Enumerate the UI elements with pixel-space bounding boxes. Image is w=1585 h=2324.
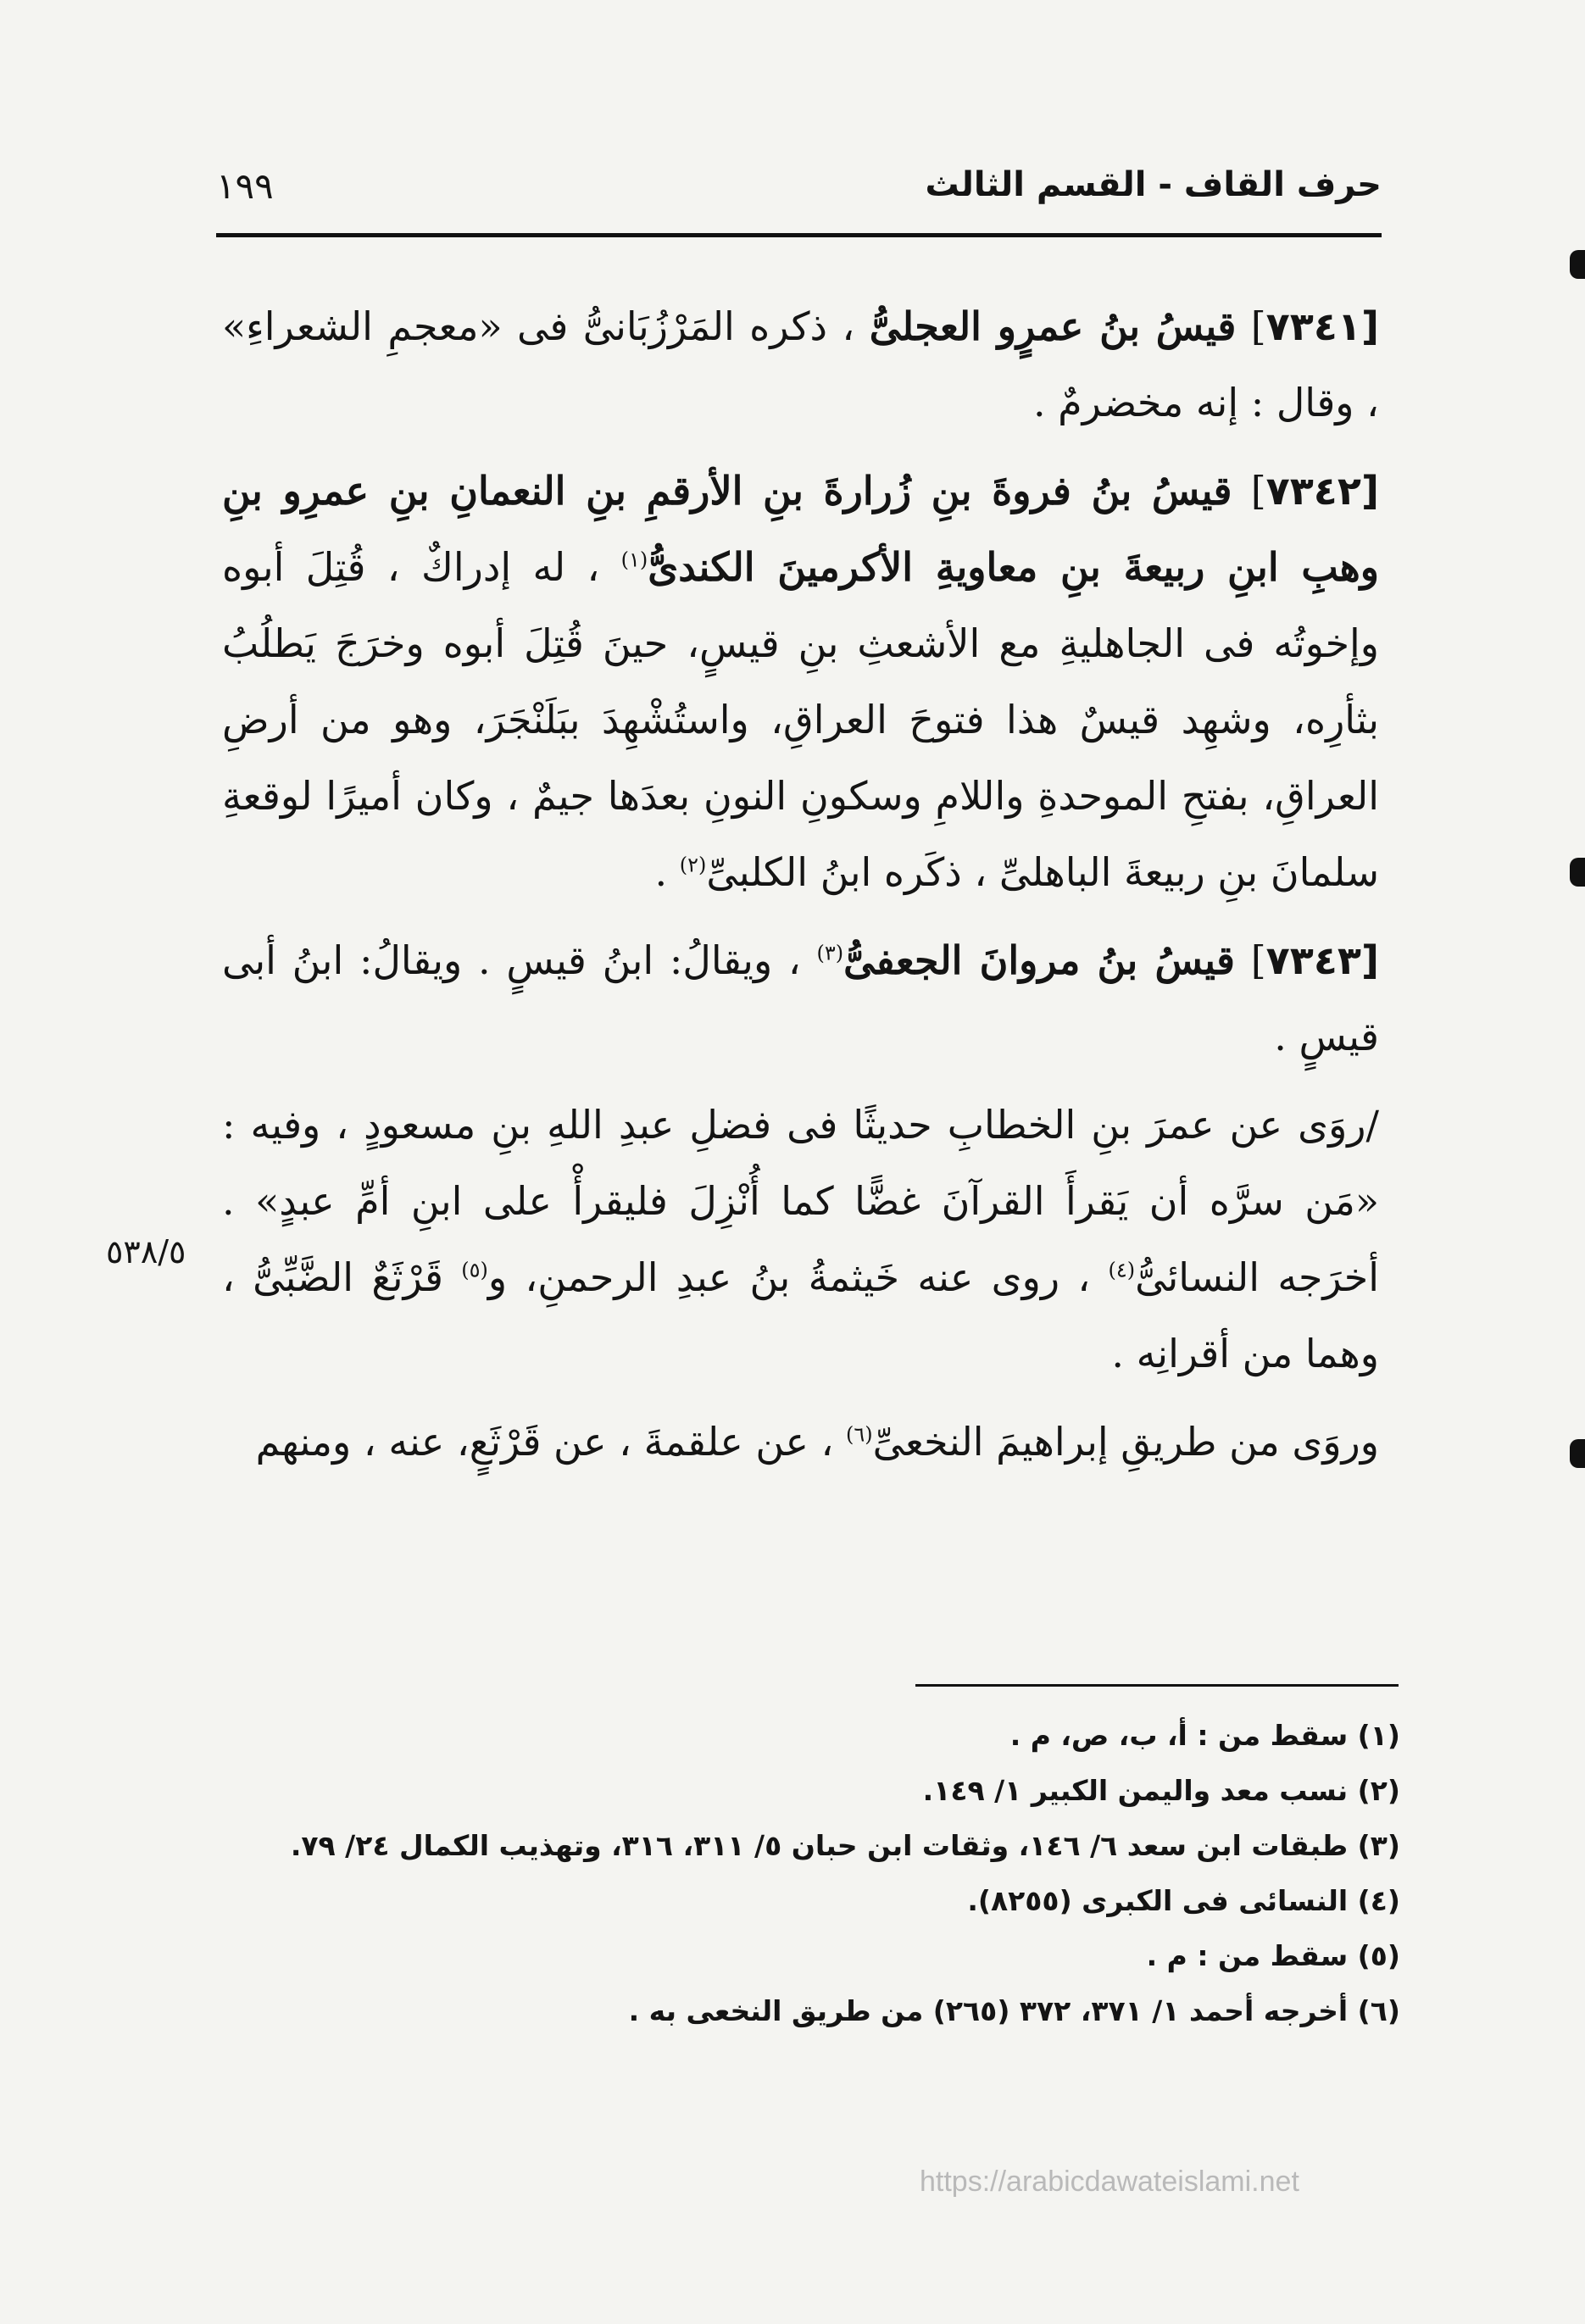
entry-text: ، له إدراكٌ ، قُتِلَ أبوه وإخوتُه فى الجاهليةِ مع الأشعثِ بنِ قيسٍ، حينَ قُتِلَ أبوه وخرَجَ يَطلُبُ بثأرِه، وشهِد قيسٌ هذا فتوحَ العراقِ، واستُشْهِدَ ببَلَنْجَرَ، وهو من أرضِ العراقِ، بفتحِ الموحدةِ واللامِ وسكونِ النونِ بعدَها جيمٌ ، وكان أميرًا لوقعةِ سلمانَ بنِ ربيعةَ الباهلىِّ ، ذكَره ابنُ الكلبىِّ <box>222 544 1379 895</box>
entry-name: قيسُ بنُ عمرٍو العجلىُّ <box>869 303 1237 349</box>
paragraph <box>222 1087 1379 1392</box>
footnote: (٦) أخرجه أحمد ١/ ٣٧١، ٣٧٢ (٢٦٥) من طريق النخعى به . <box>628 1994 1400 2027</box>
footnote: (٥) سقط من : م . <box>1146 1939 1400 1972</box>
entry-end: . <box>654 849 668 895</box>
paragraph <box>222 1404 1379 1480</box>
paragraph-text: قَرْثَعٌ الضَّبِّىُّ ، وهما من أقرانِه . <box>222 1254 1379 1376</box>
entry-7343: [٧٣٤٣] قيسُ بنُ مروانَ الجعفىُّ$^{(٣)}$ ، ويقالُ: ابنُ قيسٍ . ويقالُ: ابنُ أبى قيسٍ . <box>222 937 1380 1059</box>
footnote-ref: (٦) <box>846 1422 873 1447</box>
binding-mark <box>1570 1439 1585 1468</box>
entry-number: [٧٣٤٣ <box>1265 937 1380 983</box>
running-header <box>216 165 1382 225</box>
footnote-ref: (٣) <box>816 941 844 965</box>
entry-7342: [٧٣٤٢] قيسُ بنُ فروةَ بنِ زُرارةَ بنِ الأرقمِ بنِ النعمانِ بنِ عمرِو بنِ وهبِ ابنِ ربيعةَ بنِ معاويةِ الأكرمينَ الكندىُّ$^{(١)}$ ، له إدراكٌ ، قُتِلَ أبوه وإخوتُه فى الجاهليةِ مع الأشعثِ بنِ قيسٍ، حينَ قُتِلَ أبوه وخرَجَ يَطلُبُ بثأرِه، وشهِد قيسٌ هذا فتوحَ العراقِ، واستُشْهِدَ ببَلَنْجَرَ، وهو من أرضِ العراقِ، بفتحِ الموحدةِ واللامِ وسكونِ النونِ بعدَها جيمٌ ، وكان أميرًا لوقعةِ سلمانَ بنِ ربيعةَ الباهلىِّ ، ذكَره ابنُ الكلبىِّ$^{(٢)}$ . <box>222 468 1379 895</box>
footnote: (٢) نسب معد واليمن الكبير ١/ ١٤٩. <box>922 1774 1400 1807</box>
chapter-title: حرف القاف - القسم الثالث <box>925 165 1382 204</box>
page-number: ١٩٩ <box>216 165 274 207</box>
footnote: (٣) طبقات ابن سعد ٦/ ١٤٦، وثقات ابن حبان ٥/ ٣١١، ٣١٦، وتهذيب الكمال ٢٤/ ٧٩. <box>290 1829 1400 1862</box>
entry-name: قيسُ بنُ فروةَ بنِ زُرارةَ بنِ الأرقمِ بنِ النعمانِ بنِ عمرِو بنِ وهبِ ابنِ ربيعةَ بنِ معاويةِ الأكرمينَ الكندىُّ <box>222 468 1379 590</box>
header-rule <box>216 233 1382 237</box>
entry-7341: [٧٣٤١] قيسُ بنُ عمرٍو العجلىُّ ، ذكره المَرْزُبَانىُّ فى «معجمِ الشعراءِ» ، وقال : إنه مخضرمٌ . <box>222 303 1380 425</box>
binding-mark <box>1570 858 1585 887</box>
entry-number: [٧٣٤٢ <box>1265 468 1379 514</box>
paragraph-text: ، روى عنه خَيثمةُ بنُ عبدِ الرحمنِ، و <box>487 1254 1091 1300</box>
binding-mark <box>1570 250 1585 279</box>
footnote-ref: (٤) <box>1108 1258 1136 1282</box>
paragraph-text: وروَى من طريقِ إبراهيمَ النخعىِّ <box>872 1419 1379 1465</box>
entry-text: ، ويقالُ: ابنُ قيسٍ . ويقالُ: ابنُ أبى قيسٍ . <box>222 937 1379 1059</box>
watermark-url: https://arabicdawateislami.net <box>920 2166 1299 2198</box>
entry-number: [٧٣٤١ <box>1265 303 1380 349</box>
entry-text: ، ذكره المَرْزُبَانىُّ فى «معجمِ الشعراءِ» ، وقال : إنه مخضرمٌ . <box>222 303 1379 425</box>
footnote: (١) سقط من : أ، ب، ص، م . <box>1009 1719 1400 1752</box>
main-text <box>222 288 1379 1492</box>
paragraph-text: ، عن علقمةَ ، عن قَرْثَعٍ، عنه ، ومنهم <box>255 1419 834 1465</box>
footnote-rule <box>915 1684 1399 1687</box>
footnote-ref: (٥) <box>461 1258 488 1282</box>
paragraph-text: /روَى عن عمرَ بنِ الخطابِ حديثًا فى فضلِ عبدِ اللهِ بنِ مسعودٍ ، وفيه : «مَن سرَّه أن يَقرأَ القرآنَ غضًّا كما أُنْزِلَ فليقرأْ على ابنِ أمِّ عبدٍ» . أخرَجه النسائىُّ <box>222 1102 1380 1300</box>
footnote-ref: (٢) <box>679 853 707 877</box>
entry-name: قيسُ بنُ مروانَ الجعفىُّ <box>843 937 1235 983</box>
footnote-ref: (١) <box>620 548 648 572</box>
marginal-reference: ٥٣٨/٥ <box>106 1233 186 1270</box>
footnote: (٤) النسائى فى الكبرى (٨٢٥٥). <box>967 1884 1400 1917</box>
footnotes <box>222 1708 1400 2038</box>
